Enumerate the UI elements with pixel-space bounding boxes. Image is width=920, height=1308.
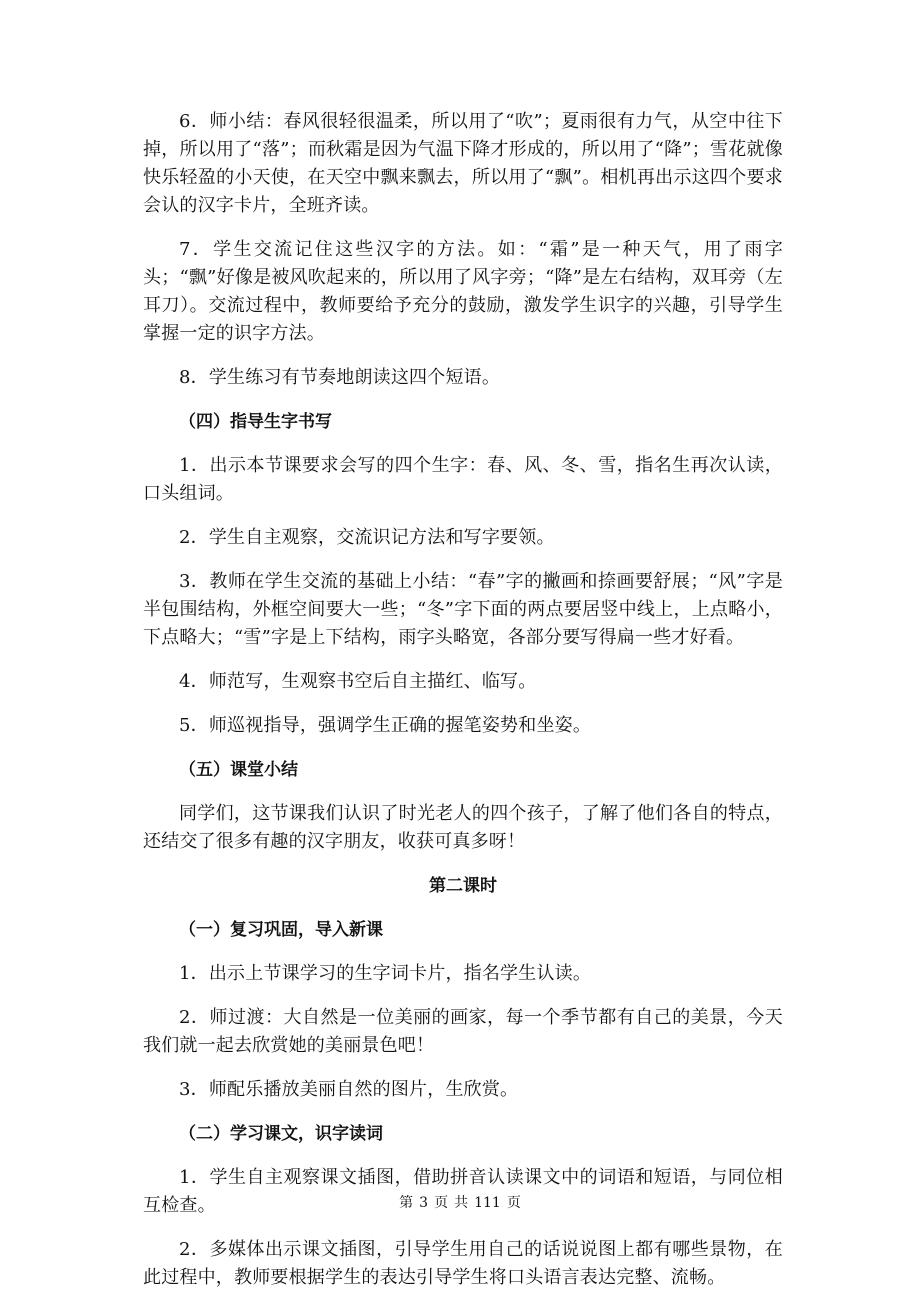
paragraph: 1．学生自主观察课文插图，借助拼音认读课文中的词语和短语，与同位相互检查。	[143, 1167, 783, 1216]
paragraph: 3．教师在学生交流的基础上小结：“春”字的撇画和捺画要舒展；“风”字是半包围结构，外框空间要大一些；“冬”字下面的两点要居竖中线上，上点略小，下点略大；“雪”字是上下结构，雨字头略宽，各部分要写得扁一些才好看。	[143, 571, 783, 648]
section-heading: （一）复习巩固，导入新课	[179, 920, 383, 940]
paragraph: 1．出示本节课要求会写的四个生字：春、风、冬、雪，指名生再次认读，口头组词。	[143, 455, 783, 504]
section-heading: （四）指导生字书写	[179, 412, 332, 432]
section-heading: （五）课堂小结	[179, 760, 298, 780]
paragraph: 8．学生练习有节奏地朗读这四个短语。	[179, 367, 501, 388]
footer-gong: 共	[454, 1195, 469, 1211]
paragraph: 2．学生自主观察，交流识记方法和写字要领。	[179, 527, 555, 548]
footer-ye: 页	[434, 1195, 449, 1211]
footer-di: 第	[399, 1195, 414, 1211]
paragraph: 4．师范写，生观察书空后自主描红、临写。	[179, 671, 537, 692]
paragraph: 1．出示上节课学习的生字词卡片，指名学生认读。	[179, 963, 592, 984]
document-body	[143, 108, 783, 1308]
lesson-title: 第二课时	[429, 876, 497, 896]
paragraph: 5．师巡视指导，强调学生正确的握笔姿势和坐姿。	[179, 715, 592, 736]
paragraph: 7．学生交流记住这些汉字的方法。如：“霜”是一种天气，用了雨字头；“飘”好像是被风吹起来的，所以用了风字旁；“降”是左右结构，双耳旁（左耳刀）。交流过程中，教师要给予充分的鼓励，激发学生识字的兴趣，引导学生掌握一定的识字方法。	[143, 239, 783, 344]
paragraph: 3．师配乐播放美丽自然的图片，生欣赏。	[179, 1079, 519, 1100]
page-number: 3	[419, 1195, 429, 1211]
paragraph: 2．多媒体出示课文插图，引导学生用自己的话说说图上都有哪些景物，在此过程中，教师要根据学生的表达引导学生将口头语言表达完整、流畅。	[143, 1239, 783, 1288]
section-heading: （二）学习课文，识字读词	[179, 1124, 383, 1144]
paragraph: 6．师小结：春风很轻很温柔，所以用了“吹”；夏雨很有力气，从空中往下掉，所以用了“落”；而秋霜是因为气温下降才形成的，所以用了“降”；雪花就像快乐轻盈的小天使，在天空中飘来飘去，所以用了“飘”。相机再出示这四个要求会认的汉字卡片，全班齐读。	[143, 111, 783, 216]
paragraph: 2．师过渡：大自然是一位美丽的画家，每一个季节都有自己的美景，今天我们就一起去欣赏她的美丽景色吧！	[143, 1007, 783, 1056]
paragraph: 同学们，这节课我们认识了时光老人的四个孩子，了解了他们各自的特点，还结交了很多有趣的汉字朋友，收获可真多呀！	[143, 803, 783, 852]
page-footer	[0, 1193, 920, 1213]
total-pages: 111	[474, 1195, 501, 1211]
footer-ye: 页	[506, 1195, 521, 1211]
